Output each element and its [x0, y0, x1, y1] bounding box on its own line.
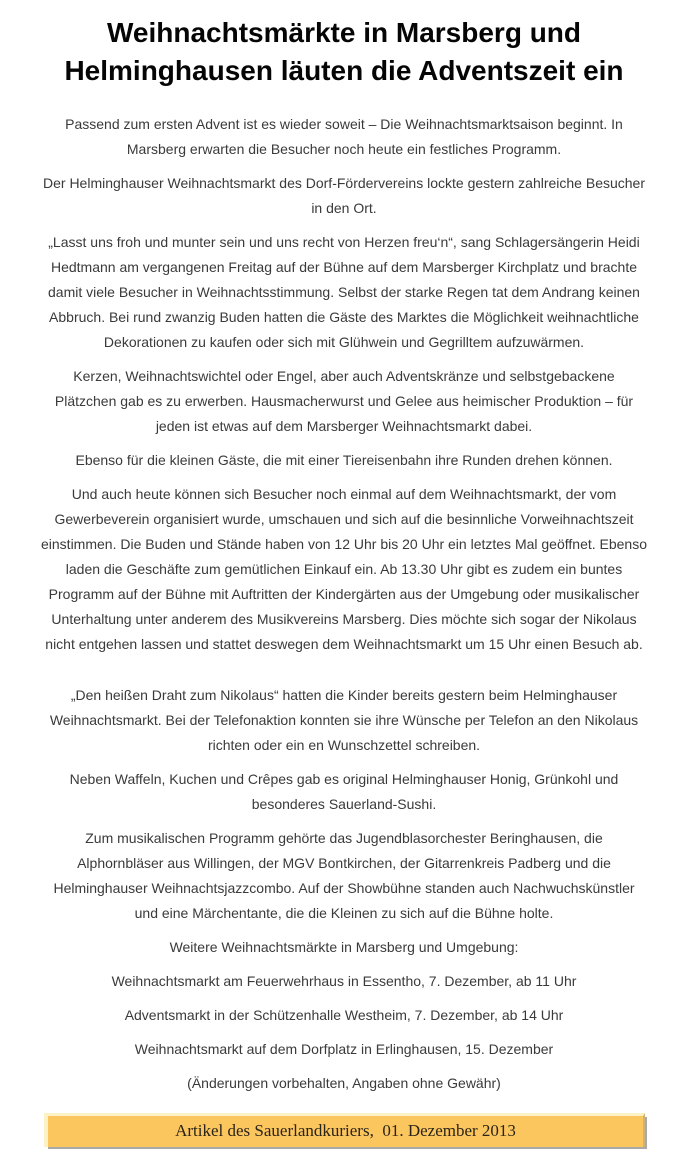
- article-title: Weihnachtsmärkte in Marsberg und Helminghausen läuten die Adventszeit ein: [64, 17, 624, 86]
- market-list-item: Weihnachtsmarkt am Feuerwehrhaus in Essentho, 7. Dezember, ab 11 Uhr: [111, 973, 577, 989]
- article-paragraph: „Lasst uns froh und munter sein und uns recht von Herzen freu‘n“, sang Schlagersängerin Heidi Hedtmann am vergangenen Freitag auf der Bühne auf dem Marsberger Kirchplatz und brachte damit viele Besucher in Weihnachtsstimmung. Selbst der starke Regen tat dem Andrang keinen Abbruch. Bei rund zwanzig Buden hatten die Gäste des Marktes die Möglichkeit weihnachtliche Dekorationen zu kaufen oder sich mit Glühwein und Gegrilltem aufzuwärmen.: [48, 234, 640, 350]
- markets-list-heading: Weitere Weihnachtsmärkte in Marsberg und Umgebung:: [169, 939, 519, 955]
- article-paragraph: Der Helminghauser Weihnachtsmarkt des Dorf-Fördervereins lockte gestern zahlreiche Besucher in den Ort.: [43, 175, 645, 216]
- article-paragraph: Zum musikalischen Programm gehörte das Jugendblasorchester Beringhausen, die Alphornbläser aus Willingen, der MGV Bontkirchen, der Gitarrenkreis Padberg und die Helminghauser Weihnachtsjazzcombo. Auf der Showbühne standen auch Nachwuchskünstler und eine Märchentante, die die Kleinen zu sich auf die Bühne holte.: [53, 830, 635, 921]
- article-paragraph: Und auch heute können sich Besucher noch einmal auf dem Weihnachtsmarkt, der vom Gewerbeverein organisiert wurde, umschauen und sich auf die besinnliche Vorweihnachtszeit einstimmen. Die Buden und Stände haben von 12 Uhr bis 20 Uhr ein letztes Mal geöffnet. Ebenso laden die Geschäfte zum gemütlichen Einkauf ein. Ab 13.30 Uhr gibt es zudem ein buntes Programm auf der Bühne mit Auftritten der Kindergärten aus der Umgebung oder musikalischer Unterhaltung unter anderem des Musikvereins Marsberg. Dies möchte sich sogar der Nikolaus nicht entgehen lassen und stattet deswegen dem Weihnachtsmarkt um 15 Uhr einen Besuch ab.: [41, 486, 648, 652]
- source-footer-text: Artikel des Sauerlandkuriers, 01. Dezember 2013: [175, 1121, 516, 1140]
- article-paragraph: „Den heißen Draht zum Nikolaus“ hatten die Kinder bereits gestern beim Helminghauser Weihnachtsmarkt. Bei der Telefonaktion konnten sie ihre Wünsche per Telefon an den Nikolaus richten oder ein en Wunschzettel schreiben.: [49, 687, 639, 753]
- market-list-item: Adventsmarkt in der Schützenhalle Westheim, 7. Dezember, ab 14 Uhr: [124, 1007, 564, 1023]
- article-paragraph: Ebenso für die kleinen Gäste, die mit einer Tiereisenbahn ihre Runden drehen können.: [75, 452, 613, 468]
- article-paragraph: Neben Waffeln, Kuchen und Crêpes gab es original Helminghauser Honig, Grünkohl und besonderes Sauerland-Sushi.: [69, 771, 619, 812]
- market-list-item: Weihnachtsmarkt auf dem Dorfplatz in Erlinghausen, 15. Dezember: [134, 1041, 554, 1057]
- article-paragraph-lead: Passend zum ersten Advent ist es wieder soweit – Die Weihnachtsmarktsaison beginnt. In Marsberg erwarten die Besucher noch heute ein festliches Programm.: [65, 116, 623, 157]
- document-page: [41, 0, 647, 1096]
- source-footer-bar: [44, 1113, 645, 1147]
- article-paragraph: Kerzen, Weihnachtswichtel oder Engel, aber auch Adventskränze und selbstgebackene Plätzchen gab es zu erwerben. Hausmacherwurst und Gelee aus heimischer Produktion – für jeden ist etwas auf dem Marsberger Weihnachtsmarkt dabei.: [54, 368, 634, 434]
- disclaimer-note: (Änderungen vorbehalten, Angaben ohne Gewähr): [187, 1075, 501, 1091]
